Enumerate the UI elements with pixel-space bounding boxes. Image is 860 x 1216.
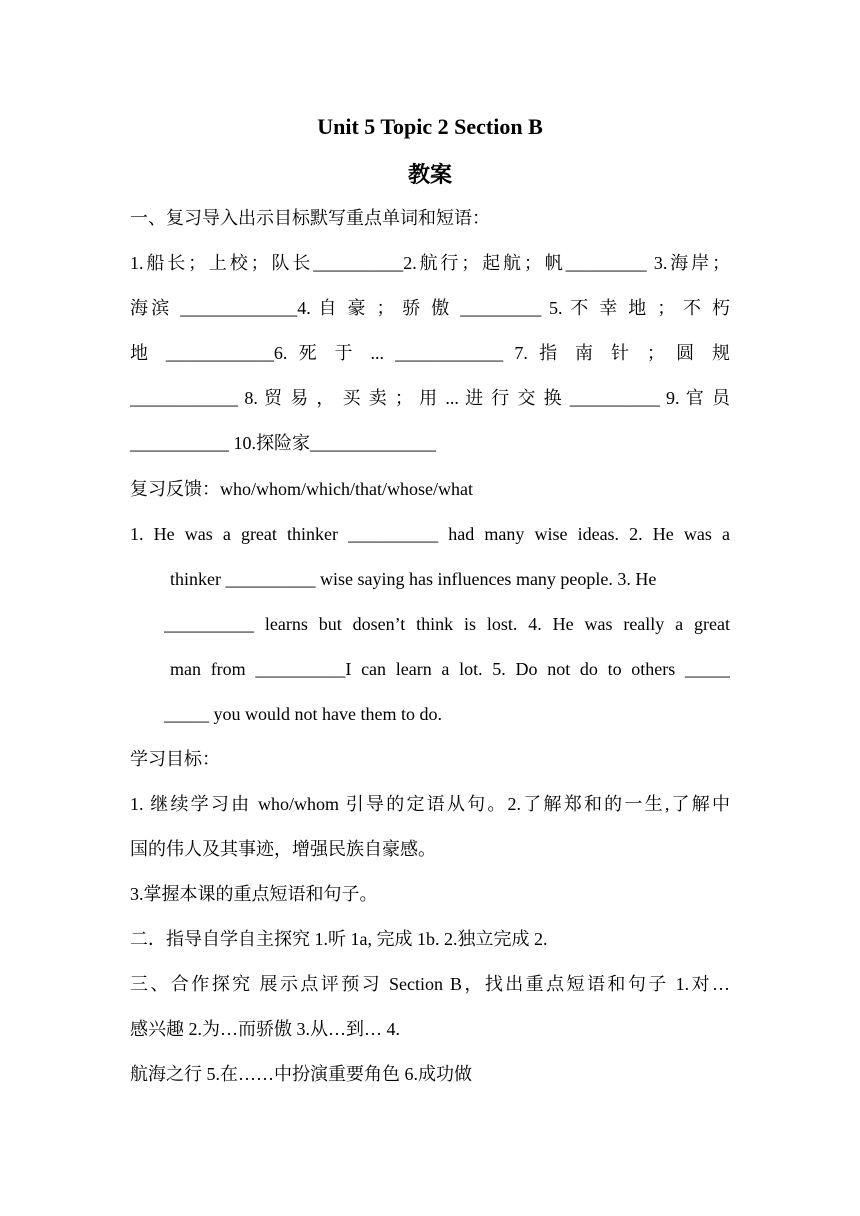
objectives-heading: 学习目标： bbox=[130, 749, 220, 769]
exercise-line-3: __________ learns but dosen’t think is lost. 4. He was really a great bbox=[164, 614, 730, 634]
document-title: Unit 5 Topic 2 Section B bbox=[317, 114, 543, 139]
vocab-line-1: 1.船长；上校；队长__________2.航行；起航；帆_________ 3.海岸； bbox=[130, 253, 730, 273]
exercise-line-1: 1. He was a great thinker __________ had many wise ideas. 2. He was a bbox=[130, 524, 730, 544]
exercise-line-4: man from __________I can learn a lot. 5. Do not do to others _____ bbox=[170, 659, 730, 679]
feedback-heading: 复习反馈：who/whom/which/that/whose/what bbox=[130, 479, 473, 499]
cooperation-line-1: 三、合作探究 展示点评预习 Section B，找出重点短语和句子 1.对… bbox=[130, 974, 730, 994]
document-subtitle: 教案 bbox=[407, 162, 452, 187]
objective-line-2: 国的伟人及其事迹，增强民族自豪感。 bbox=[130, 839, 436, 859]
vocab-line-4: ____________ 8. 贸 易 ， 买 卖 ； 用 ... 进 行 交 换 __________ 9. 官 员 bbox=[130, 388, 730, 408]
self-study-line: 二．指导自学自主探究 1.听 1a, 完成 1b. 2.独立完成 2. bbox=[130, 929, 548, 949]
exercise-line-5: _____ you would not have them to do. bbox=[164, 704, 442, 724]
cooperation-line-3: 航海之行 5.在……中扮演重要角色 6.成功做 bbox=[130, 1064, 472, 1084]
exercise-line-2: thinker __________ wise saying has influences many people. 3. He bbox=[170, 569, 657, 589]
vocab-line-2: 海滨 _____________4. 自 豪 ； 骄 傲 _________ 5. 不 幸 地 ； 不 朽 bbox=[130, 298, 730, 318]
objective-line-1: 1. 继续学习由 who/whom 引导的定语从句。2.了解郑和的一生,了解中 bbox=[130, 794, 730, 814]
section-heading-review: 一、复习导入出示目标默写重点单词和短语： bbox=[130, 208, 490, 228]
vocab-line-3: 地 ____________6. 死 于 ... ____________ 7. 指 南 针 ； 圆 规 bbox=[130, 343, 730, 363]
vocab-line-5: ___________ 10.探险家______________ bbox=[130, 433, 436, 453]
cooperation-line-2: 感兴趣 2.为…而骄傲 3.从…到… 4. bbox=[130, 1019, 400, 1039]
objective-line-3: 3.掌握本课的重点短语和句子。 bbox=[130, 884, 378, 904]
